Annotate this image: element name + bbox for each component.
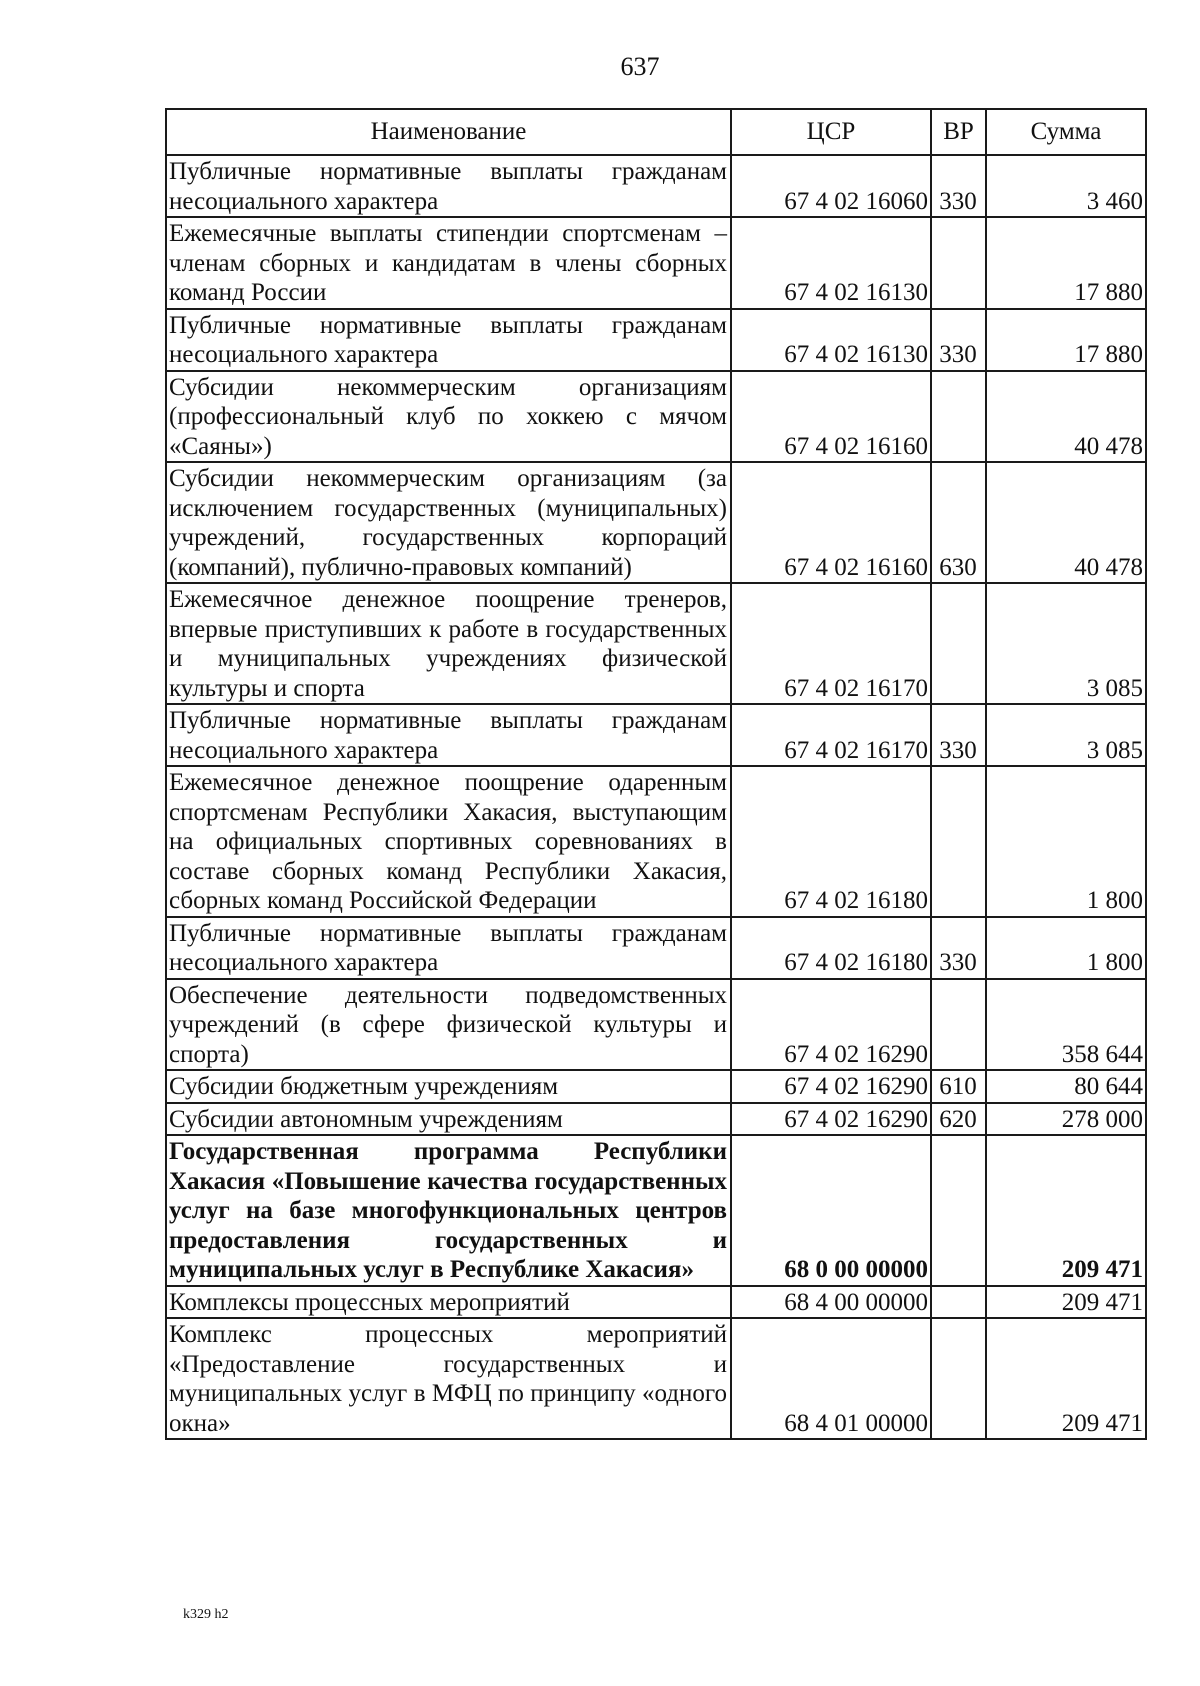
- table-row: [166, 155, 1146, 217]
- cell-csr: 67 4 02 16130: [731, 309, 931, 371]
- header-vr: ВР: [931, 109, 986, 155]
- cell-csr: 67 4 02 16180: [731, 917, 931, 979]
- cell-name: Обеспечение деятельности подведомственных учреждений (в сфере физической культуры и спорта): [166, 979, 731, 1071]
- cell-csr: 67 4 02 16170: [731, 583, 931, 704]
- cell-sum: 17 880: [986, 309, 1146, 371]
- table-row: [166, 979, 1146, 1071]
- table-row: [166, 1286, 1146, 1319]
- cell-vr: [931, 1318, 986, 1439]
- cell-csr: 67 4 02 16060: [731, 155, 931, 217]
- cell-sum: 1 800: [986, 917, 1146, 979]
- cell-name: Публичные нормативные выплаты гражданам несоциального характера: [166, 309, 731, 371]
- cell-sum: 209 471: [986, 1286, 1146, 1319]
- cell-csr: 67 4 02 16290: [731, 979, 931, 1071]
- cell-vr: 620: [931, 1103, 986, 1136]
- cell-name: Ежемесячные выплаты стипендии спортсменам – членам сборных и кандидатам в члены сборных команд России: [166, 217, 731, 309]
- cell-sum: 3 085: [986, 704, 1146, 766]
- cell-vr: 610: [931, 1070, 986, 1103]
- cell-csr: 68 0 00 00000: [731, 1135, 931, 1286]
- cell-sum: 40 478: [986, 371, 1146, 463]
- table-row: [166, 917, 1146, 979]
- table-row: [166, 583, 1146, 704]
- cell-name: Комплексы процессных мероприятий: [166, 1286, 731, 1319]
- cell-csr: 68 4 01 00000: [731, 1318, 931, 1439]
- cell-name: Субсидии некоммерческим организациям (за исключением государственных (муниципальных) учреждений, государственных корпораций (компаний), публично-правовых компаний): [166, 462, 731, 583]
- cell-name: Субсидии бюджетным учреждениям: [166, 1070, 731, 1103]
- cell-sum: 17 880: [986, 217, 1146, 309]
- cell-name: Субсидии автономным учреждениям: [166, 1103, 731, 1136]
- cell-sum: 3 085: [986, 583, 1146, 704]
- table-row: [166, 462, 1146, 583]
- cell-sum: 209 471: [986, 1318, 1146, 1439]
- table-row: [166, 1318, 1146, 1439]
- cell-sum: 278 000: [986, 1103, 1146, 1136]
- cell-name: Публичные нормативные выплаты гражданам несоциального характера: [166, 155, 731, 217]
- cell-sum: 80 644: [986, 1070, 1146, 1103]
- cell-vr: 330: [931, 155, 986, 217]
- table-row: [166, 766, 1146, 917]
- cell-vr: 330: [931, 917, 986, 979]
- cell-csr: 67 4 02 16160: [731, 371, 931, 463]
- page-number: 637: [620, 52, 660, 81]
- cell-name: Ежемесячное денежное поощрение одаренным спортсменам Республики Хакасия, выступающим на официальных спортивных соревнованиях в составе сборных команд Республики Хакасия, сборных команд Российской Федерации: [166, 766, 731, 917]
- cell-csr: 68 4 00 00000: [731, 1286, 931, 1319]
- table-row: [166, 704, 1146, 766]
- cell-name: Государственная программа Республики Хакасия «Повышение качества государственных услуг на базе многофункциональных центров предоставления государственных и муниципальных услуг в Республике Хакасия»: [166, 1135, 731, 1286]
- cell-vr: 330: [931, 704, 986, 766]
- table-row: [166, 1070, 1146, 1103]
- cell-vr: 630: [931, 462, 986, 583]
- header-sum: Сумма: [986, 109, 1146, 155]
- cell-name: Комплекс процессных мероприятий «Предоставление государственных и муниципальных услуг в МФЦ по принципу «одного окна»: [166, 1318, 731, 1439]
- table-row: [166, 371, 1146, 463]
- cell-sum: 1 800: [986, 766, 1146, 917]
- cell-csr: 67 4 02 16290: [731, 1070, 931, 1103]
- cell-name: Ежемесячное денежное поощрение тренеров, впервые приступивших к работе в государственных и муниципальных учреждениях физической культуры и спорта: [166, 583, 731, 704]
- cell-name: Публичные нормативные выплаты гражданам несоциального характера: [166, 917, 731, 979]
- cell-vr: [931, 371, 986, 463]
- cell-csr: 67 4 02 16160: [731, 462, 931, 583]
- table-header-row: [166, 109, 1146, 155]
- cell-name: Публичные нормативные выплаты гражданам несоциального характера: [166, 704, 731, 766]
- footer-code: k329 h2: [183, 1607, 229, 1622]
- cell-vr: [931, 1286, 986, 1319]
- table-row: [166, 217, 1146, 309]
- cell-sum: 209 471: [986, 1135, 1146, 1286]
- cell-csr: 67 4 02 16170: [731, 704, 931, 766]
- cell-name: Субсидии некоммерческим организациям (профессиональный клуб по хоккею с мячом «Саяны»): [166, 371, 731, 463]
- cell-vr: [931, 1135, 986, 1286]
- budget-table: [165, 108, 1147, 1440]
- header-csr: ЦСР: [731, 109, 931, 155]
- cell-csr: 67 4 02 16130: [731, 217, 931, 309]
- table-row: [166, 1135, 1146, 1286]
- table-row: [166, 309, 1146, 371]
- cell-vr: [931, 979, 986, 1071]
- cell-vr: [931, 583, 986, 704]
- table-body: [166, 155, 1146, 1439]
- table-row: [166, 1103, 1146, 1136]
- cell-vr: [931, 217, 986, 309]
- cell-csr: 67 4 02 16290: [731, 1103, 931, 1136]
- cell-csr: 67 4 02 16180: [731, 766, 931, 917]
- cell-vr: [931, 766, 986, 917]
- header-name: Наименование: [166, 109, 731, 155]
- cell-sum: 3 460: [986, 155, 1146, 217]
- cell-sum: 40 478: [986, 462, 1146, 583]
- cell-sum: 358 644: [986, 979, 1146, 1071]
- cell-vr: 330: [931, 309, 986, 371]
